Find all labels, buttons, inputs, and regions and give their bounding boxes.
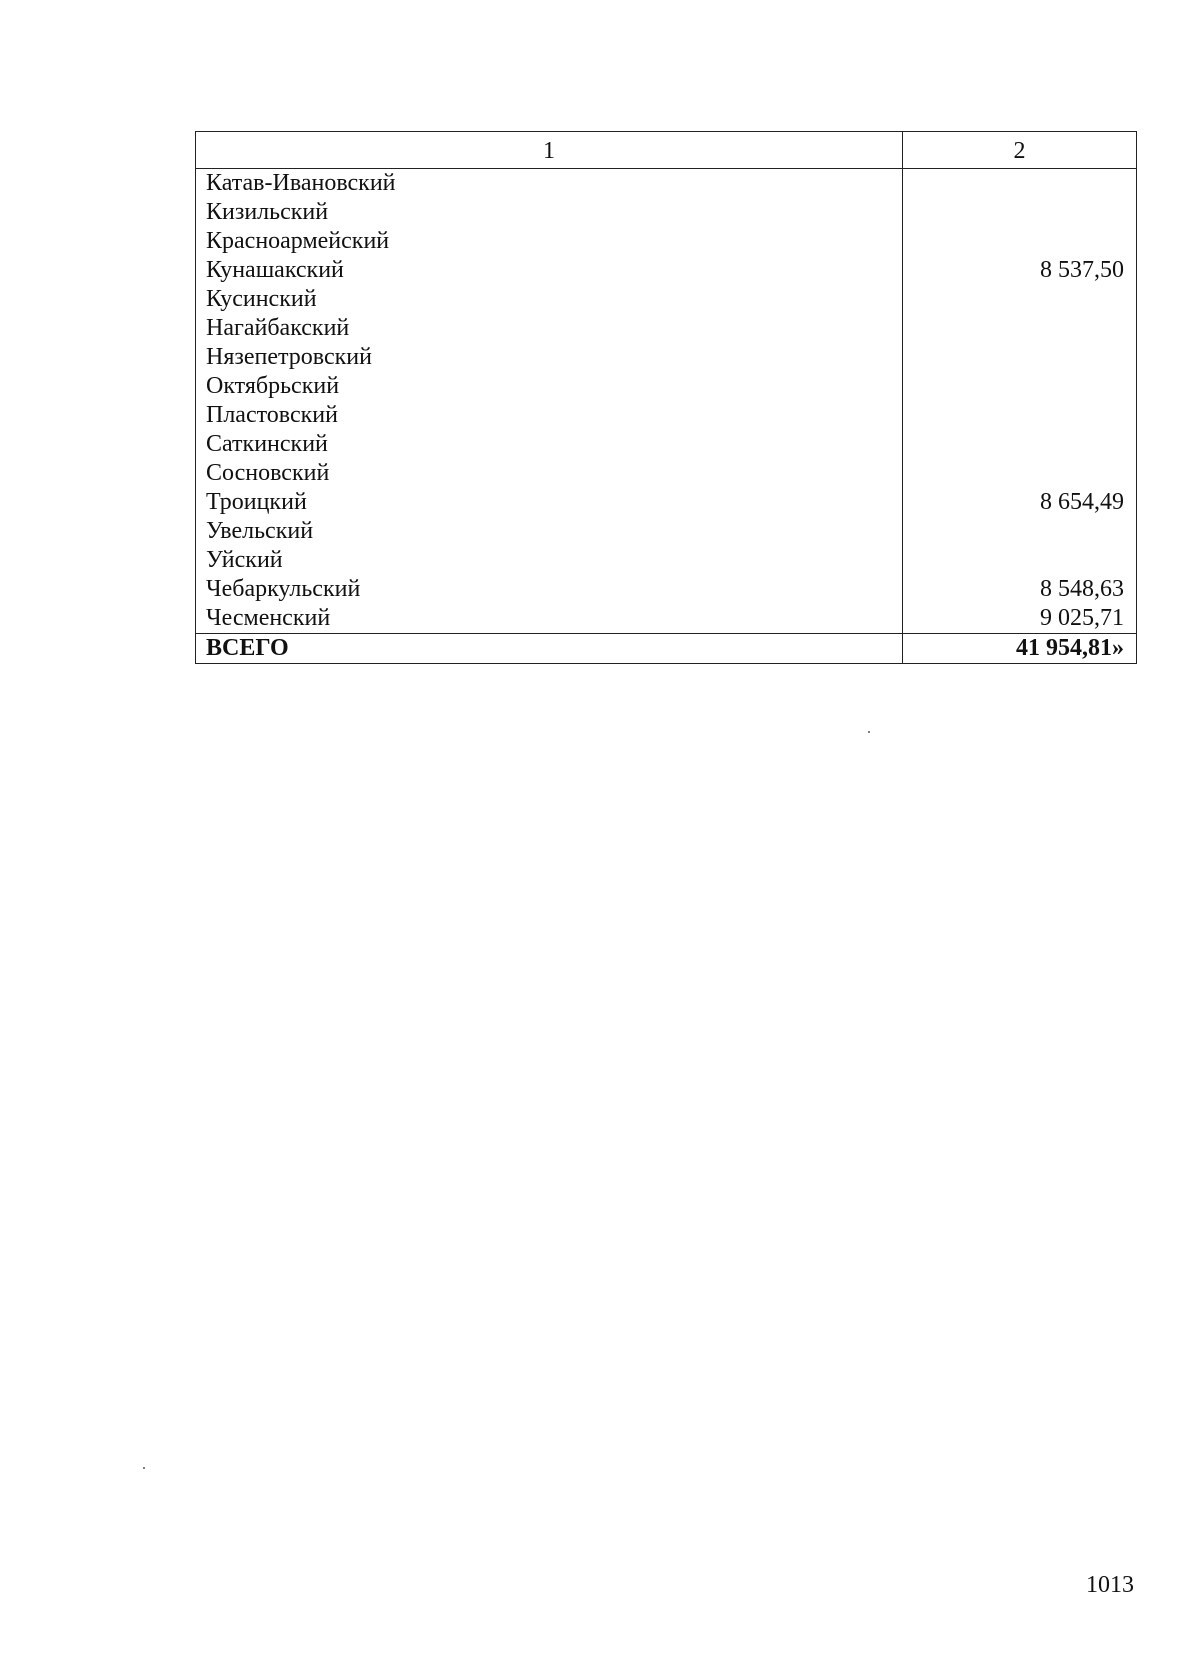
- district-value: 9 025,71: [903, 604, 1137, 634]
- district-value: [903, 227, 1137, 256]
- district-value: [903, 430, 1137, 459]
- table-row: [196, 256, 1137, 285]
- district-name: Нагайбакский: [196, 314, 903, 343]
- table-row: [196, 372, 1137, 401]
- table-row: [196, 604, 1137, 634]
- column-header-2: 2: [903, 132, 1137, 169]
- total-label: ВСЕГО: [196, 634, 903, 664]
- header-row: [196, 132, 1137, 169]
- district-value: [903, 343, 1137, 372]
- table-row: [196, 227, 1137, 256]
- district-value: [903, 314, 1137, 343]
- table-row: [196, 198, 1137, 227]
- district-name: Увельский: [196, 517, 903, 546]
- district-name: Кунашакский: [196, 256, 903, 285]
- column-header-1: 1: [196, 132, 903, 169]
- table-row: [196, 343, 1137, 372]
- district-value: [903, 517, 1137, 546]
- page-number: 1013: [1086, 1572, 1134, 1598]
- district-value: [903, 285, 1137, 314]
- district-name: Красноармейский: [196, 227, 903, 256]
- table-row: [196, 546, 1137, 575]
- district-name: Троицкий: [196, 488, 903, 517]
- district-value: [903, 169, 1137, 199]
- district-table: [195, 131, 1137, 664]
- district-name: Катав-Ивановский: [196, 169, 903, 199]
- total-row: [196, 634, 1137, 664]
- district-value: [903, 546, 1137, 575]
- table-row: [196, 430, 1137, 459]
- scan-speck: [143, 1467, 145, 1469]
- total-value: 41 954,81»: [903, 634, 1137, 664]
- district-value: [903, 401, 1137, 430]
- district-value: [903, 198, 1137, 227]
- district-name: Саткинский: [196, 430, 903, 459]
- district-value: [903, 372, 1137, 401]
- district-name: Уйский: [196, 546, 903, 575]
- district-name: Октябрьский: [196, 372, 903, 401]
- table-row: [196, 459, 1137, 488]
- scan-speck: [868, 731, 870, 733]
- district-name: Кусинский: [196, 285, 903, 314]
- table-row: [196, 488, 1137, 517]
- table-row: [196, 401, 1137, 430]
- table-row: [196, 169, 1137, 199]
- table-row: [196, 314, 1137, 343]
- table-row: [196, 575, 1137, 604]
- table-row: [196, 517, 1137, 546]
- district-value: 8 654,49: [903, 488, 1137, 517]
- district-name: Сосновский: [196, 459, 903, 488]
- table-row: [196, 285, 1137, 314]
- district-name: Чебаркульский: [196, 575, 903, 604]
- district-name: Чесменский: [196, 604, 903, 634]
- district-value: [903, 459, 1137, 488]
- district-name: Пластовский: [196, 401, 903, 430]
- district-value: 8 537,50: [903, 256, 1137, 285]
- district-value: 8 548,63: [903, 575, 1137, 604]
- table-body: [196, 169, 1137, 634]
- district-name: Кизильский: [196, 198, 903, 227]
- district-name: Нязепетровский: [196, 343, 903, 372]
